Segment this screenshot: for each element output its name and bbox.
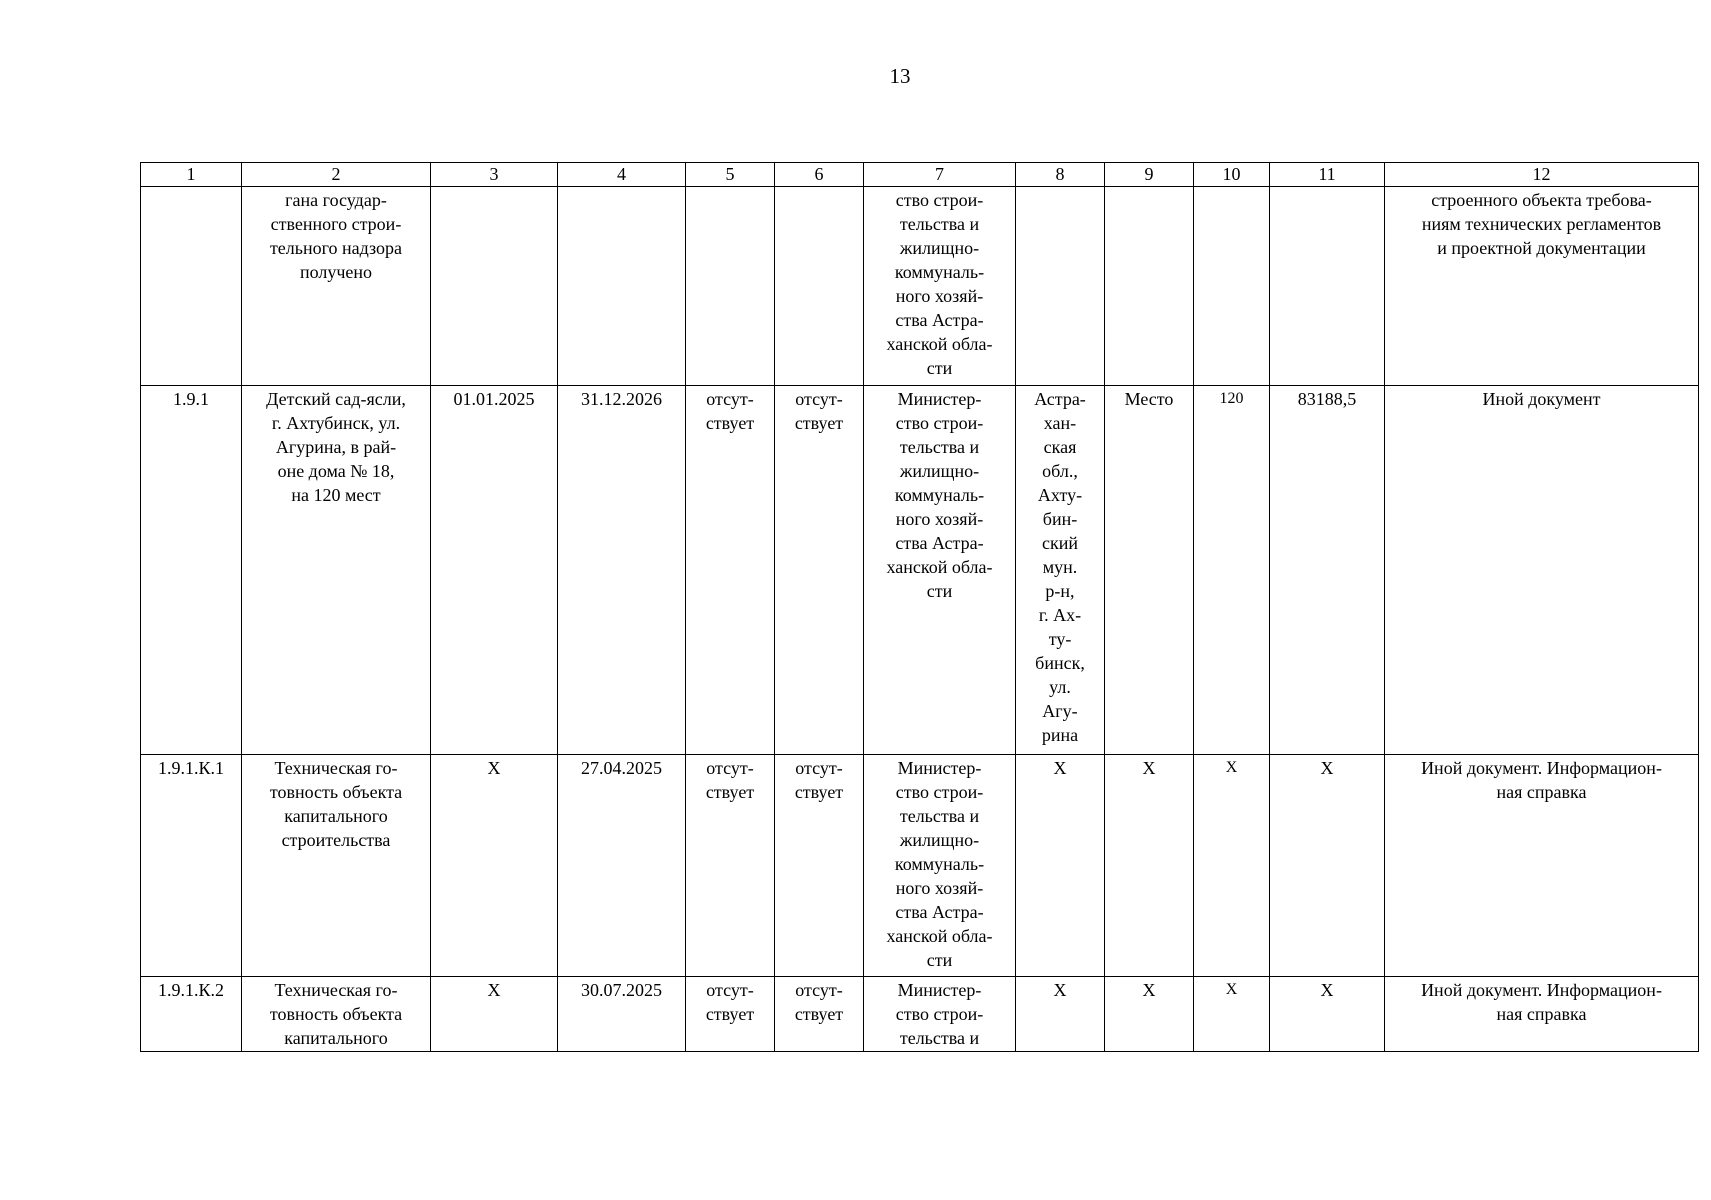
- table-row: [141, 386, 1699, 755]
- table-cell: гана государ- ственного строи- тельного надзора получено: [242, 187, 431, 386]
- table-cell: Иной документ. Информацион- ная справка: [1385, 755, 1699, 977]
- table-cell: Х: [431, 977, 558, 1052]
- column-number-header: 5: [686, 163, 775, 187]
- column-number-header: 9: [1105, 163, 1194, 187]
- table-cell: отсут- ствует: [775, 977, 864, 1052]
- table-cell: [686, 187, 775, 386]
- table-cell: Х: [431, 755, 558, 977]
- page-number: 13: [889, 64, 911, 88]
- table-cell: 120: [1194, 386, 1270, 755]
- table-cell: 1.9.1.К.1: [141, 755, 242, 977]
- table-cell: Техническая го- товность объекта капитального строительства: [242, 755, 431, 977]
- table-row: [141, 755, 1699, 977]
- table-cell: Х: [1105, 977, 1194, 1052]
- column-number-header: 7: [864, 163, 1016, 187]
- table-cell: Х: [1270, 755, 1385, 977]
- table-cell: [558, 187, 686, 386]
- table-cell: Министер- ство строи- тельства и жилищно- коммуналь- ного хозяй- ства Астра- ханской обла- сти: [864, 755, 1016, 977]
- table-cell: Х: [1194, 977, 1270, 1052]
- table-row: [141, 187, 1699, 386]
- table-cell: 83188,5: [1270, 386, 1385, 755]
- column-number-header: 8: [1016, 163, 1105, 187]
- table-cell: Астра- хан- ская обл., Ахту- бин- ский мун. р-н, г. Ах- ту- бинск, ул. Агу- рина: [1016, 386, 1105, 755]
- table-cell: 27.04.2025: [558, 755, 686, 977]
- table-cell: Иной документ: [1385, 386, 1699, 755]
- table-cell: [141, 187, 242, 386]
- table-cell: ство строи- тельства и жилищно- коммуналь- ного хозяй- ства Астра- ханской обла- сти: [864, 187, 1016, 386]
- table-body: [141, 163, 1699, 1052]
- column-number-header: 10: [1194, 163, 1270, 187]
- table-cell: отсут- ствует: [775, 386, 864, 755]
- table-cell: Х: [1016, 977, 1105, 1052]
- table-cell: [1194, 187, 1270, 386]
- table-cell: [1270, 187, 1385, 386]
- column-number-header: 3: [431, 163, 558, 187]
- table-cell: Х: [1105, 755, 1194, 977]
- table-cell: 01.01.2025: [431, 386, 558, 755]
- table-cell: [431, 187, 558, 386]
- table-cell: [775, 187, 864, 386]
- table-cell: Х: [1016, 755, 1105, 977]
- table-cell: отсут- ствует: [686, 755, 775, 977]
- column-number-header: 12: [1385, 163, 1699, 187]
- table-cell: [1105, 187, 1194, 386]
- table-cell: Техническая го- товность объекта капитального: [242, 977, 431, 1052]
- column-number-header: 6: [775, 163, 864, 187]
- column-number-header: 11: [1270, 163, 1385, 187]
- table-cell: 30.07.2025: [558, 977, 686, 1052]
- data-table: [140, 162, 1699, 1052]
- table-row: [141, 977, 1699, 1052]
- column-number-header: 2: [242, 163, 431, 187]
- table-cell: Детский сад-ясли, г. Ахтубинск, ул. Агурина, в рай- оне дома № 18, на 120 мест: [242, 386, 431, 755]
- table-cell: Министер- ство строи- тельства и жилищно- коммуналь- ного хозяй- ства Астра- ханской обла- сти: [864, 386, 1016, 755]
- table-cell: Место: [1105, 386, 1194, 755]
- table-cell: 1.9.1.К.2: [141, 977, 242, 1052]
- table-cell: [1016, 187, 1105, 386]
- table-cell: Министер- ство строи- тельства и: [864, 977, 1016, 1052]
- column-number-header: 4: [558, 163, 686, 187]
- table-cell: Иной документ. Информацион- ная справка: [1385, 977, 1699, 1052]
- table-cell: Х: [1270, 977, 1385, 1052]
- table-cell: Х: [1194, 755, 1270, 977]
- table-cell: 1.9.1: [141, 386, 242, 755]
- table-cell: отсут- ствует: [686, 977, 775, 1052]
- table-cell: 31.12.2026: [558, 386, 686, 755]
- column-number-header: 1: [141, 163, 242, 187]
- table-cell: строенного объекта требова- ниям технических регламентов и проектной документации: [1385, 187, 1699, 386]
- table-header-row: [141, 163, 1699, 187]
- table-cell: отсут- ствует: [775, 755, 864, 977]
- table-cell: отсут- ствует: [686, 386, 775, 755]
